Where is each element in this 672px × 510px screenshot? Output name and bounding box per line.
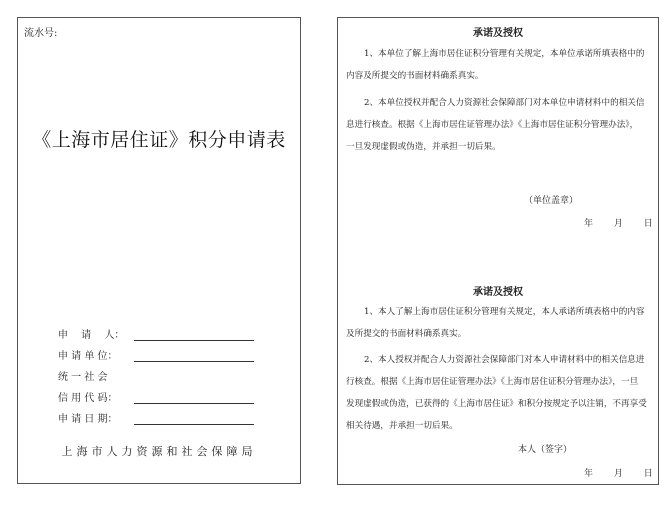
text-line: 内容及所提交的书面材料确系真实。: [346, 71, 484, 81]
field-blank-line[interactable]: [134, 412, 254, 425]
year-label: 年: [584, 219, 596, 229]
field-label: 信 用 代 码：: [58, 393, 118, 404]
field-label: 申 请 日 期：: [58, 414, 118, 425]
personal-paragraph-2: [346, 349, 652, 437]
serial-number-label: 流水号:: [24, 28, 58, 39]
unit-paragraph-2: [346, 92, 652, 158]
unit-paragraph-1: [346, 43, 652, 87]
text-line: 发现虚假或伪造，已获得的《上海市居住证》和积分按规定予以注销，不再享受: [346, 399, 647, 409]
form-title: 《上海市居住证》积分申请表: [32, 129, 286, 151]
field-blank-line[interactable]: [134, 328, 254, 341]
applicant-field-row: [58, 341, 288, 362]
text-line: 及所提交的书面材料确系真实。: [346, 329, 467, 339]
field-label: 申 请 单 位：: [58, 351, 118, 362]
field-blank-line[interactable]: [134, 349, 254, 362]
issuing-authority: 上海市人力资源和社会保障局: [61, 445, 257, 458]
text-line: 1、本单位了解上海市居住证积分管理有关规定，本单位承诺所填表格中的: [364, 49, 645, 59]
applicant-fields: [58, 320, 288, 425]
day-label: 日: [643, 219, 655, 229]
right-page-commitment: [337, 17, 659, 485]
text-line: 行核查。根据《上海市居住证管理办法》《上海市居住证积分管理办法》，一旦: [346, 377, 639, 387]
left-page-cover: [17, 17, 301, 484]
personal-signature-label: 本人（签字）: [518, 445, 573, 455]
text-line: 一旦发现虚假或伪造，并承担一切后果。: [346, 142, 501, 152]
applicant-field-row: [58, 383, 288, 404]
month-label: 月: [613, 219, 625, 229]
personal-sign-date: [570, 466, 655, 479]
applicant-field-row: [58, 404, 288, 425]
day-label: 日: [643, 469, 655, 479]
text-line: 相关待遇，并承担一切后果。: [346, 421, 458, 431]
text-line: 1、本人了解上海市居住证积分管理有关规定，本人承诺所填表格中的内容: [364, 307, 645, 317]
year-label: 年: [584, 469, 596, 479]
text-line: 息进行核查。根据《上海市居住证管理办法》《上海市居住证积分管理办法》，: [346, 120, 639, 130]
applicant-field-row: [58, 362, 288, 383]
field-spacer: [134, 371, 254, 383]
unit-stamp-label: （单位盖章）: [524, 196, 579, 206]
month-label: 月: [613, 469, 625, 479]
unit-section-title: 承诺及授权: [473, 28, 523, 39]
field-blank-line[interactable]: [134, 391, 254, 404]
text-line: 2、本单位授权并配合人力资源社会保障部门对本单位申请材料中的相关信: [364, 98, 645, 108]
personal-paragraph-1: [346, 301, 652, 345]
personal-section-title: 承诺及授权: [473, 287, 523, 298]
text-line: 2、本人授权并配合人力资源社会保障部门对本人申请材料中的相关信息进: [364, 355, 645, 365]
applicant-field-row: [58, 320, 288, 341]
field-label: 申 请 人：: [58, 330, 125, 341]
unit-sign-date: [570, 216, 655, 229]
field-label: 统 一 社 会: [58, 372, 108, 383]
